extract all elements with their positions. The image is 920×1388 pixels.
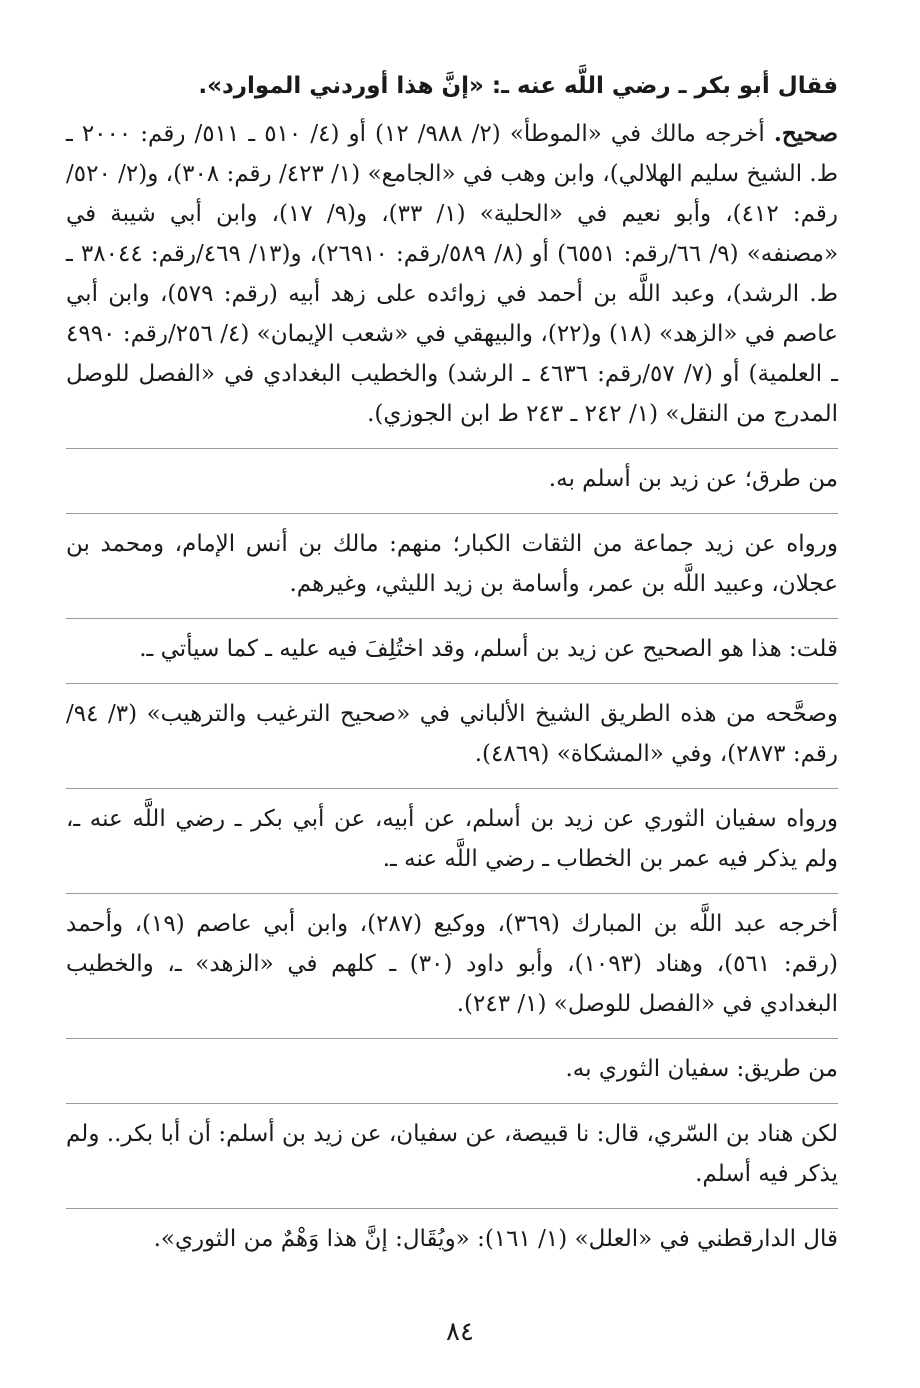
paragraph-text: من طريق: سفيان الثوري به. (565, 1056, 838, 1082)
paragraph-text: وصحَّحه من هذه الطريق الشيخ الألباني في «صحيح الترغيب والترهيب» (٣/ ٩٤/رقم: ٢٨٧٣)، وفي «المشكاة» (٤٨٦٩). (66, 701, 838, 767)
paragraph-text: قلت: هذا هو الصحيح عن زيد بن أسلم، وقد اختُلِفَ فيه عليه ـ كما سيأتي ـ. (139, 636, 838, 662)
paragraph-riwayah (66, 514, 838, 604)
paragraph-text: ورواه سفيان الثوري عن زيد بن أسلم، عن أبيه، عن أبي بكر ـ رضي اللَّه عنه ـ، ولم يذكر فيه عمر بن الخطاب ـ رضي اللَّه عنه ـ. (66, 806, 838, 872)
paragraph-takhrij (66, 114, 838, 434)
paragraph-text: أخرجه مالك في «الموطأ» (٢/ ٩٨٨/ ١٢) أو (٤/ ٥١٠ ـ ٥١١/ رقم: ٢٠٠٠ ـ ط. الشيخ سليم الهلالي)، وابن وهب في «الجامع» (١/ ٤٢٣/ رقم: ٣٠٨)، و(٢/ ٥٢٠/رقم: ٤١٢)، وأبو نعيم في «الحلية» (١/ ٣٣)، و(٩/ ١٧)، وابن أبي شيبة في «مصنفه» (٩/ ٦٦/رقم: ٦٥٥١) أو (٨/ ٥٨٩/رقم: ٢٦٩١٠)، و(١٣/ ٤٦٩/رقم: ٣٨٠٤٤ ـ ط. الرشد)، وعبد اللَّه بن أحمد في زوائده على زهد أبيه (رقم: ٥٧٩)، وابن أبي عاصم في «الزهد» (١٨) و(٢٢)، والبيهقي في «شعب الإيمان» (٤/ ٢٥٦/رقم: ٤٩٩٠ ـ العلمية) أو (٧/ ٥٧/رقم: ٤٦٣٦ ـ الرشد) والخطيب البغدادي في «الفصل للوصل المدرج من النقل» (١/ ٢٤٢ ـ ٢٤٣ ط ابن الجوزي). (66, 121, 839, 427)
page-heading: فقال أبو بكر ـ رضي اللَّه عنه ـ: «إنَّ هذا أوردني الموارد». (198, 73, 838, 99)
paragraph-text: قال الدارقطني في «العلل» (١/ ١٦١): «ويُقَال: إنَّ هذا وَهْمٌ من الثوري». (153, 1226, 838, 1252)
paragraph-thawri (66, 789, 838, 879)
grading-word: صحيح. (773, 120, 838, 147)
paragraph-qultu (66, 619, 838, 669)
paragraph-turuq (66, 449, 838, 499)
paragraph-hannad (66, 1104, 838, 1194)
paragraph-text: من طرق؛ عن زيد بن أسلم به. (548, 466, 838, 492)
paragraph-daraqutni (66, 1209, 838, 1259)
page-number: ٨٤ (446, 1317, 474, 1347)
paragraph-akhrajahu (66, 894, 838, 1024)
paragraph-min-tariq (66, 1039, 838, 1089)
paragraph-text: لكن هناد بن السّري، قال: نا قبيصة، عن سفيان، عن زيد بن أسلم: أن أبا بكر.. ولم يذكر فيه أسلم. (66, 1121, 838, 1187)
paragraph-text: ورواه عن زيد جماعة من الثقات الكبار؛ منهم: مالك بن أنس الإمام، ومحمد بن عجلان، وعبيد اللَّه بن عمر، وأسامة بن زيد الليثي، وغيرهم. (66, 531, 838, 597)
page-body (66, 66, 838, 1273)
paragraph-tashih (66, 684, 838, 774)
paragraph-text: أخرجه عبد اللَّه بن المبارك (٣٦٩)، ووكيع (٢٨٧)، وابن أبي عاصم (١٩)، وأحمد (رقم: ٥٦١)، وهناد (١٠٩٣)، وأبو داود (٣٠) ـ كلهم في «الزهد» ـ، والخطيب البغدادي في «الفصل للوصل» (١/ ٢٤٣). (66, 911, 838, 1017)
